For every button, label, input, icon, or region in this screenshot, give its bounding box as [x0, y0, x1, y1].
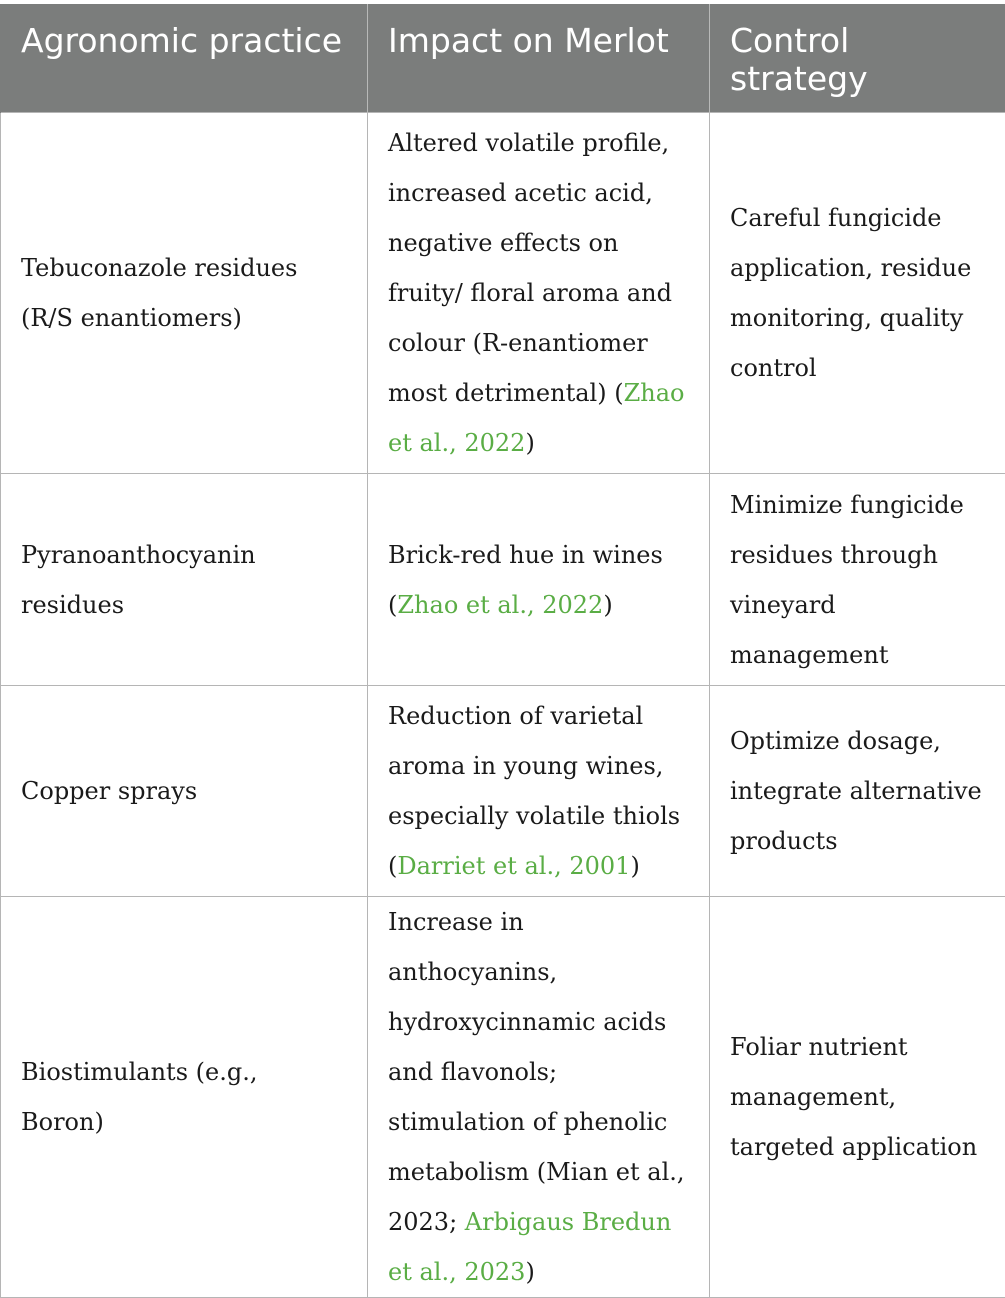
practice-cell: Copper sprays [1, 686, 368, 897]
control-cell: Optimize dosage, integrate alternative products [710, 686, 1005, 897]
header-impact-on-merlot: Impact on Merlot [368, 4, 710, 113]
control-cell: Careful fungicide application, residue monitoring, quality control [710, 113, 1005, 474]
control-cell: Foliar nutrient management, targeted application [710, 897, 1005, 1298]
table-row [1, 113, 1005, 474]
citation-link[interactable]: Darriet et al., 2001 [397, 852, 630, 880]
practice-cell: Tebuconazole residues (R/S enantiomers) [1, 113, 368, 474]
impact-close: ) [603, 591, 612, 619]
impact-close: ) [630, 852, 639, 880]
citation-link[interactable]: Arbigaus Bredun et al., 2023 [388, 1208, 671, 1286]
citation-link[interactable]: Zhao et al., 2022 [388, 379, 684, 457]
table-row [1, 897, 1005, 1298]
impact-text: Brick-red hue in wines ( [388, 541, 663, 619]
table-row [1, 474, 1005, 686]
practice-cell: Pyranoanthocyanin residues [1, 474, 368, 686]
practice-cell: Biostimulants (e.g., Boron) [1, 897, 368, 1298]
impact-text: Altered volatile profile, increased acetic acid, negative effects on fruity/ floral aroma and colour (R-enantiomer most detrimental) ( [388, 129, 672, 407]
impact-close: ) [525, 1258, 534, 1286]
impact-text: Reduction of varietal aroma in young wines, especially volatile thiols ( [388, 702, 680, 880]
control-cell: Minimize fungicide residues through vineyard management [710, 474, 1005, 686]
impact-cell [368, 474, 710, 686]
header-agronomic-practice: Agronomic practice [1, 4, 368, 113]
impact-close: ) [525, 429, 534, 457]
citation-link[interactable]: Zhao et al., 2022 [397, 591, 603, 619]
impact-text: Increase in anthocyanins, hydroxycinnamic acids and flavonols; stimulation of phenolic metabolism (Mian et al., 2023; [388, 908, 685, 1236]
header-control-strategy: Control strategy [710, 4, 1005, 113]
header-row [1, 4, 1005, 113]
impact-cell [368, 897, 710, 1298]
table-row [1, 686, 1005, 897]
impact-cell [368, 113, 710, 474]
data-table [0, 4, 1005, 1298]
impact-cell [368, 686, 710, 897]
